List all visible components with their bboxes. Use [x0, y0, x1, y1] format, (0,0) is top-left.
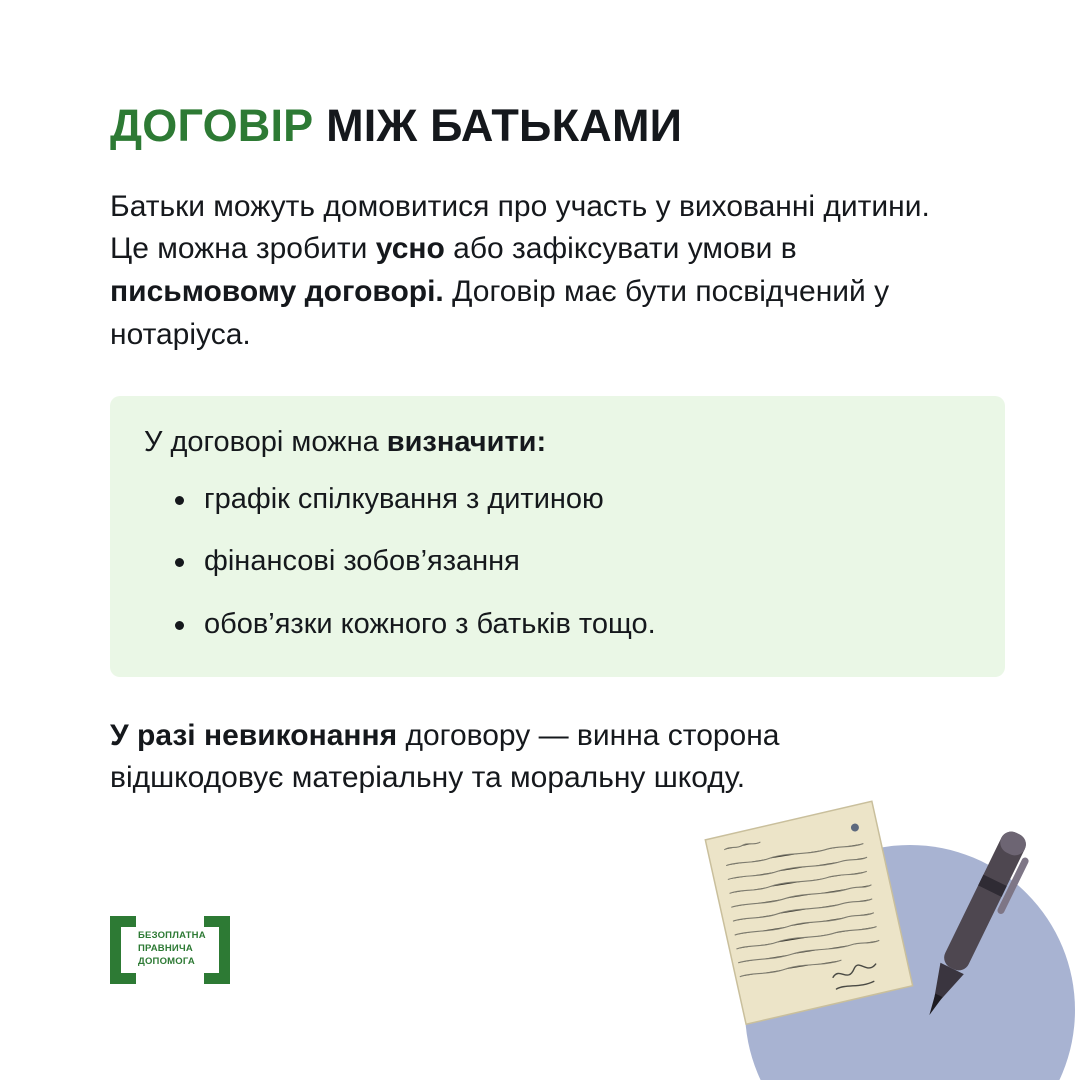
logo-bracket-right-icon — [204, 916, 230, 984]
logo-line-2: ПРАВНИЧА — [138, 942, 193, 954]
intro-bold-2: письмовому договорі. — [110, 274, 444, 308]
highlight-lead-normal: У договорі можна — [144, 426, 387, 459]
highlight-box — [110, 396, 1005, 676]
page-title-accent: ДОГОВІР — [110, 100, 314, 151]
highlight-lead-bold: визначити: — [386, 426, 547, 459]
list-item: обов’язки кожного з батьків тощо. — [144, 604, 971, 645]
logo-line-1: БЕЗОПЛАТНА — [138, 930, 206, 941]
note-bold: У разі невиконання — [110, 718, 398, 752]
logo-line-3: ДОПОМОГА — [138, 955, 195, 967]
letter-and-pen-illustration — [680, 760, 1080, 1080]
intro-part-3: Договір має бути посвідчений у нотаріуса. — [110, 274, 890, 351]
intro-paragraph — [110, 186, 960, 356]
logo — [110, 916, 230, 984]
intro-bold-1: усно — [375, 232, 445, 266]
note-rest: договору — винна сторона відшкодовує матеріальну та моральну шкоду. — [110, 718, 780, 795]
intro-part-2: або зафіксувати умови в — [444, 232, 797, 266]
list-item: графік спілкування з дитиною — [144, 479, 971, 520]
logo-bracket-left-icon — [110, 916, 136, 984]
page-title — [110, 100, 970, 152]
logo-text — [138, 930, 204, 968]
paper-icon — [703, 799, 915, 1026]
highlight-list — [144, 479, 971, 645]
page-title-rest: МІЖ БАТЬКАМИ — [313, 100, 683, 151]
list-item: фінансові зобов’язання — [144, 541, 971, 582]
intro-part-1: Батьки можуть домовитися про участь у вихованні дитини. Це можна зробити — [110, 189, 930, 266]
highlight-lead — [144, 422, 971, 463]
